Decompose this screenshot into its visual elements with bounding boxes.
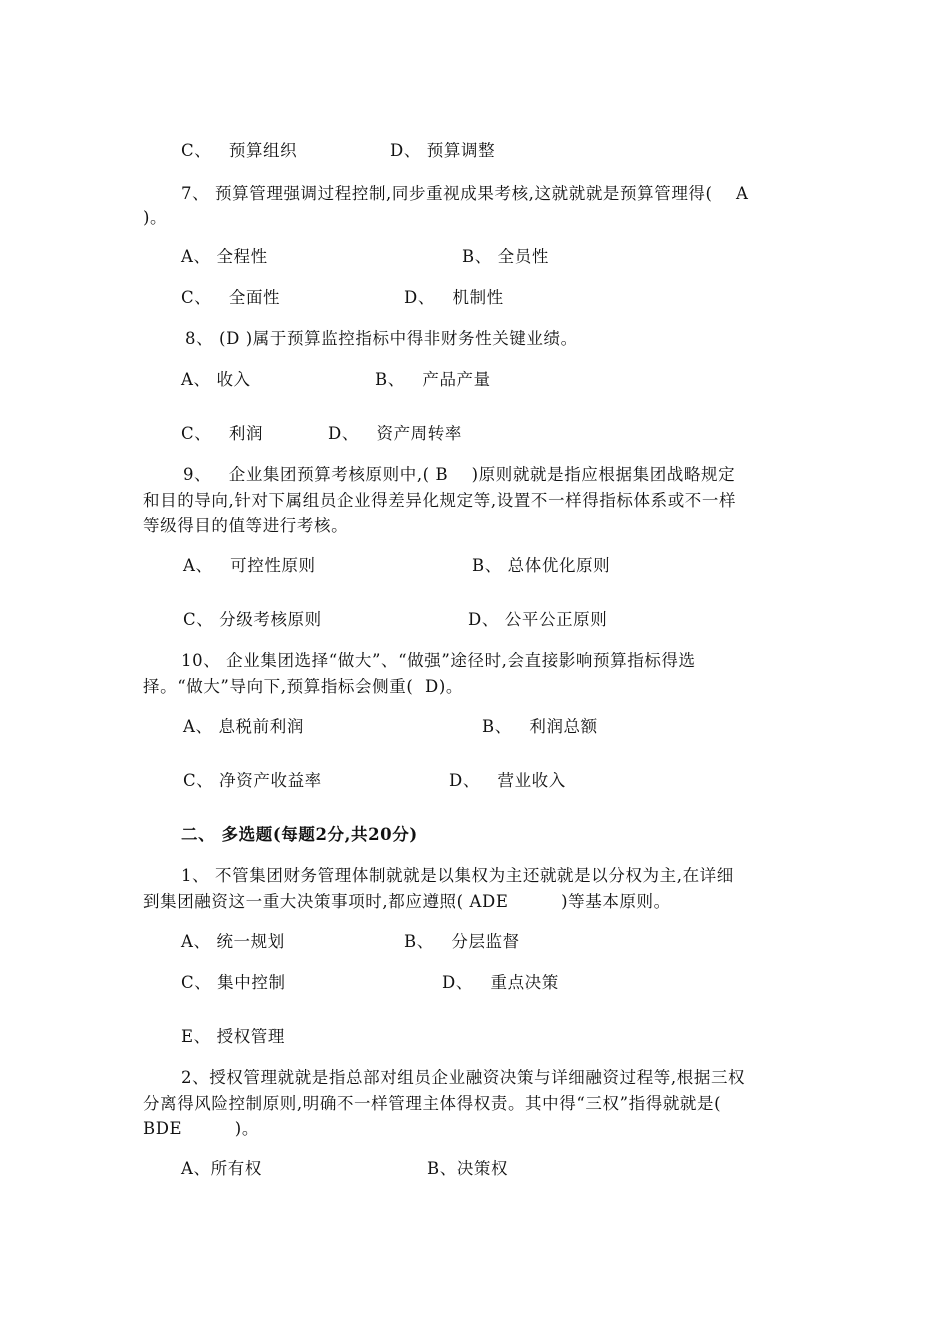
option-c-graded-assessment: C、 分级考核原则: [183, 610, 322, 629]
option-b-layered-supervision: B、 分层监督: [404, 932, 520, 951]
option-c-profit: C、 利润: [181, 424, 264, 443]
question-10-line-1: 10、 企业集团选择“做大”、“做强”途径时,会直接影响预算指标得选: [181, 651, 696, 670]
question-9-line-2: 和目的导向,针对下属组员企业得差异化规定等,设置不一样得指标体系或不一样: [143, 491, 737, 510]
option-b-output: B、 产品产量: [375, 370, 491, 389]
option-b-total-profit: B、 利润总额: [482, 717, 598, 736]
option-b-all-staff: B、 全员性: [462, 247, 549, 266]
option-a-controllability: A、 可控性原则: [183, 556, 316, 575]
option-d-fairness: D、 公平公正原则: [468, 610, 608, 629]
option-c-budget-organization: C、 预算组织: [181, 141, 298, 160]
option-e-authorization: E、 授权管理: [181, 1027, 285, 1046]
option-b-overall-optimization: B、 总体优化原则: [472, 556, 611, 575]
option-c-comprehensive: C、 全面性: [181, 288, 281, 307]
option-d-budget-adjustment: D、 预算调整: [390, 141, 496, 160]
option-d-asset-turnover: D、 资产周转率: [328, 424, 462, 443]
question-8: 8、 (D )属于预算监控指标中得非财务性关键业绩。: [185, 329, 578, 348]
mc-question-1-line-1: 1、 不管集团财务管理体制就就是以集权为主还就就是以分权为主,在详细: [181, 866, 734, 885]
option-d-key-decision: D、 重点决策: [442, 973, 559, 992]
option-d-mechanism: D、 机制性: [404, 288, 504, 307]
option-b-decision-right: B、决策权: [427, 1159, 509, 1178]
question-7-line-2: )。: [143, 208, 168, 227]
option-d-operating-revenue: D、 营业收入: [449, 771, 566, 790]
question-9-line-3: 等级得目的值等进行考核。: [143, 516, 349, 535]
question-7-line-1: 7、 预算管理强调过程控制,同步重视成果考核,这就就就是预算管理得( A: [181, 184, 749, 203]
mc-question-2-line-2: 分离得风险控制原则,明确不一样管理主体得权责。其中得“三权”指得就就是(: [143, 1094, 722, 1113]
question-9-line-1: 9、 企业集团预算考核原则中,( B )原则就就是指应根据集团战略规定: [183, 465, 736, 484]
mc-question-1-line-2: 到集团融资这一重大决策事项时,都应遵照( ADE )等基本原则。: [143, 892, 671, 911]
option-c-roe: C、 净资产收益率: [183, 771, 322, 790]
mc-question-2-line-1: 2、授权管理就就是指总部对组员企业融资决策与详细融资过程等,根据三权: [181, 1068, 746, 1087]
option-c-centralized-control: C、 集中控制: [181, 973, 286, 992]
section-heading-multiple-choice: 二、 多选题(每题2分,共20分): [181, 825, 418, 844]
mc-question-2-line-3: BDE )。: [143, 1119, 259, 1138]
question-10-line-2: 择。“做大”导向下,预算指标会侧重( D)。: [143, 677, 464, 696]
option-a-ebit: A、 息税前利润: [183, 717, 304, 736]
option-a-unified-planning: A、 统一规划: [181, 932, 285, 951]
option-a-revenue: A、 收入: [181, 370, 251, 389]
option-a-ownership: A、所有权: [181, 1159, 262, 1178]
option-a-whole-process: A、 全程性: [181, 247, 268, 266]
